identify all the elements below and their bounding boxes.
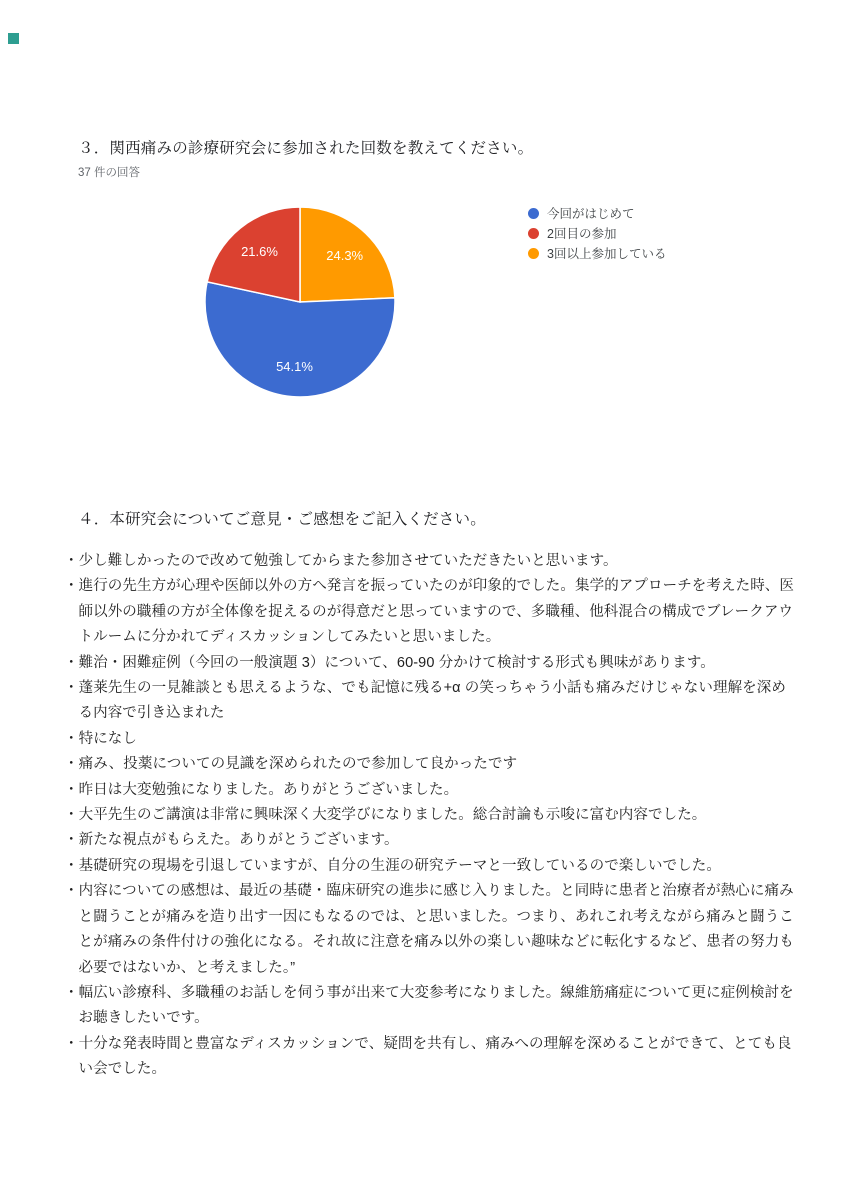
pie-chart-svg [200, 202, 400, 402]
legend-label: 3回以上参加している [547, 247, 667, 261]
response-item: ・内容についての感想は、最近の基礎・臨床研究の進歩に感じ入りました。と同時に患者と治療者が熱心に痛みと闘うことが痛みを造り出す一因にもなるのでは、と思いました。つまり、あれこれ考えながら痛みと闘うことが痛みの条件付けの強化になる。それ故に注意を痛み以外の楽しい趣味などに転化するなど、患者の努力も必要ではないか、と考えました。” [64, 883, 794, 976]
pie-slice-label: 54.1% [276, 358, 313, 374]
chart-legend [528, 203, 666, 263]
question3-response-count: 37 件の回答 [78, 167, 140, 179]
legend-item [528, 203, 666, 223]
response-item: ・難治・困難症例（今回の一般演題 3）について、60-90 分かけて検討する形式も興味があります。 [64, 654, 715, 671]
corner-marker [8, 33, 19, 44]
response-item: ・少し難しかったので改めて勉強してからまた参加させていただきたいと思います。 [64, 553, 618, 569]
response-item: ・基礎研究の現場を引退していますが、自分の生涯の研究テーマと一致しているので楽しいでした。 [64, 857, 721, 874]
response-item: ・幅広い診療科、多職種のお話しを伺う事が出来て大変参考になりました。線維筋痛症について更に症例検討をお聴きしたいです。 [64, 984, 794, 1027]
response-item: ・昨日は大変勉強になりました。ありがとうございました。 [64, 781, 459, 798]
pie-slice-label: 21.6% [241, 244, 278, 260]
legend-item [528, 223, 666, 243]
legend-dot-icon [528, 208, 539, 219]
response-item: ・進行の先生方が心理や医師以外の方へ発言を振っていたのが印象的でした。集学的アプローチを考えた時、医師以外の職種の方が全体像を捉えるのが得意だと思っていますので、多職種、他科混合の構成でブレークアウトルームに分かれてディスカッションしてみたいと思いました。 [64, 578, 794, 646]
pie-chart [200, 202, 400, 402]
pie-slice-label: 24.3% [326, 247, 364, 263]
response-item: ・新たな視点がもらえた。ありがとうございます。 [64, 832, 399, 849]
legend-dot-icon [528, 228, 539, 239]
response-item: ・蓬莱先生の一見雑談とも思えるような、でも記憶に残る+α の笑っちゃう小話も痛みだけじゃない理解を深める内容で引き込まれた [64, 680, 786, 722]
responses-list [64, 549, 794, 1083]
legend-label: 今回がはじめて [547, 207, 635, 221]
question3-title: ３．関西痛みの診療研究会に参加された回数を教えてください。 [78, 140, 534, 157]
legend-item [528, 243, 666, 263]
question4-title: ４．本研究会についてご意見・ご感想をご記入ください。 [78, 511, 486, 528]
response-item: ・十分な発表時間と豊富なディスカッションで、疑問を共有し、痛みへの理解を深めることができて、とても良い会でした。 [64, 1035, 792, 1078]
legend-dot-icon [528, 248, 539, 259]
response-item: ・特になし [64, 730, 137, 747]
legend-label: 2回目の参加 [547, 227, 617, 241]
response-item: ・痛み、投薬についての見識を深められたので参加して良かったです [64, 756, 518, 773]
response-item: ・大平先生のご講演は非常に興味深く大変学びになりました。総合討論も示唆に富む内容でした。 [64, 807, 707, 824]
